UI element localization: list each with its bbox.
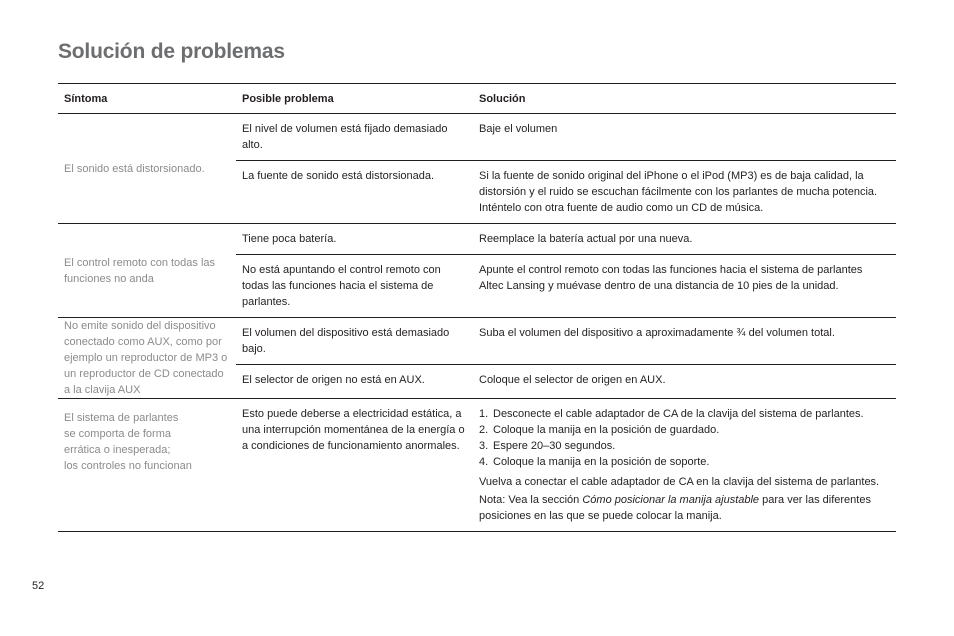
problem-cell: El volumen del dispositivo está demasiado bajo. [242, 327, 450, 355]
list-item: 1. Desconecte el cable adaptador de CA de la clavija del sistema de parlantes. [479, 408, 864, 420]
table-row [236, 399, 896, 531]
symptom-line: los controles no funcionan [64, 460, 192, 472]
symptom-cell: El control remoto con todas las funciones no anda [64, 256, 216, 285]
table-row [236, 364, 896, 395]
table-row [236, 224, 896, 254]
steps-list [479, 406, 888, 470]
solution-cell: Suba el volumen del dispositivo a aproximadamente ¾ del volumen total. [479, 327, 835, 339]
reconnect-text: Vuelva a conectar el cable adaptador de CA en la clavija del sistema de parlantes. [479, 476, 880, 488]
problem-cell: El selector de origen no está en AUX. [242, 374, 425, 386]
section-reference: Cómo posicionar la manija ajustable [582, 494, 760, 506]
problem-cell: No está apuntando el control remoto con todas las funciones hacia el sistema de parlantes. [242, 264, 441, 308]
table-row [236, 318, 896, 364]
table-group-erratic [58, 399, 896, 532]
page-number: 52 [32, 580, 45, 592]
problem-cell: El nivel de volumen está fijado demasiado alto. [242, 123, 448, 151]
symptom-cell [58, 399, 236, 531]
page-title: Solución de problemas [58, 40, 285, 63]
solution-cell: Si la fuente de sonido original del iPhone o el iPod (MP3) es de baja calidad, la distorsión y el ruido se escuchan fácilmente con los parlantes de mucha potencia. Inténtelo con otra fuente de audio como un CD de música. [479, 170, 878, 214]
symptom-line: errática o inesperada; [64, 444, 171, 456]
problem-cell: Esto puede deberse a electricidad estática, a una interrupción momentánea de la energía o a condiciones de funcionamiento anormales. [242, 408, 465, 452]
problem-cell: La fuente de sonido está distorsionada. [242, 170, 435, 182]
table-group-remote [58, 224, 896, 318]
table-group-aux [58, 318, 896, 399]
troubleshooting-table [58, 83, 896, 532]
table-row [236, 114, 896, 160]
table-group-distortion [58, 114, 896, 224]
list-item: 4. Coloque la manija en la posición de soporte. [479, 456, 710, 468]
symptom-line: se comporta de forma [64, 428, 171, 440]
table-row [236, 254, 896, 317]
solution-cell: Baje el volumen [479, 123, 558, 135]
problem-cell: Tiene poca batería. [242, 233, 337, 245]
header-solution: Solución [479, 92, 526, 105]
table-row [236, 160, 896, 223]
header-problem: Posible problema [242, 92, 334, 105]
header-symptom: Síntoma [64, 92, 108, 105]
symptom-line: El sistema de parlantes [64, 412, 179, 424]
list-item: 3. Espere 20–30 segundos. [479, 440, 616, 452]
table-header [58, 84, 896, 114]
note-text: Nota: Vea la sección Cómo posicionar la manija ajustable para ver las diferentes posiciones en las que se puede colocar la manija. [479, 494, 871, 522]
solution-cell: Coloque el selector de origen en AUX. [479, 374, 666, 386]
solution-cell: Apunte el control remoto con todas las funciones hacia el sistema de parlantes Altec Lansing y muévase dentro de una distancia de 10 pies de la unidad. [479, 264, 863, 292]
symptom-cell: El sonido está distorsionado. [64, 162, 205, 175]
symptom-cell: No emite sonido del dispositivo conectado como AUX, como por ejemplo un reproductor de MP3 o un reproductor de CD conectado a la clavija AUX [64, 320, 228, 396]
solution-cell: Reemplace la batería actual por una nueva. [479, 233, 693, 245]
list-item: 2. Coloque la manija en la posición de guardado. [479, 424, 720, 436]
solution-cell [473, 399, 896, 531]
